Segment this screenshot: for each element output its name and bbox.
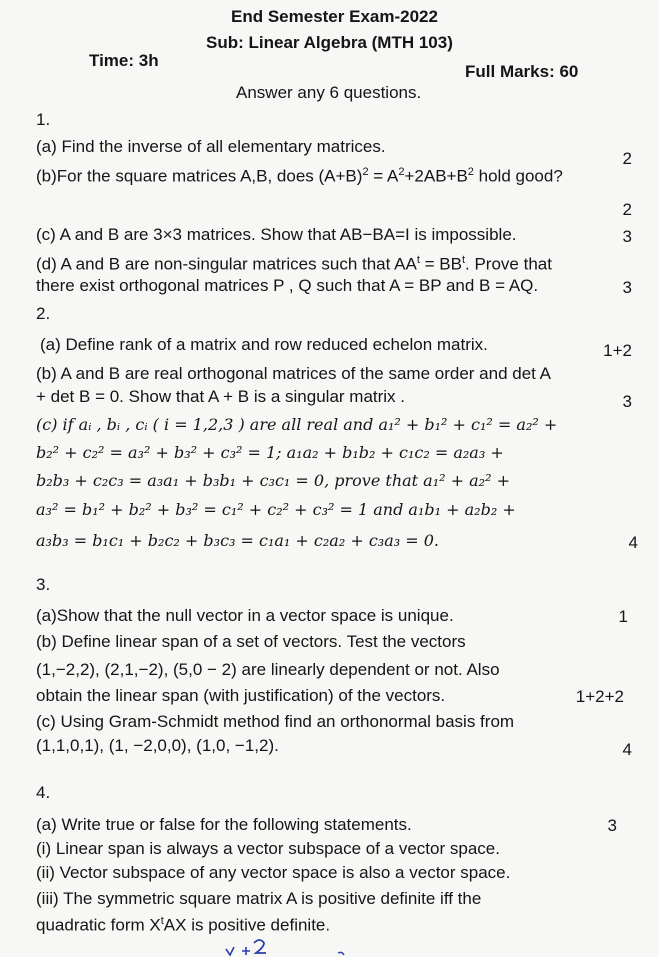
exam-subject: Sub: Linear Algebra (MTH 103) <box>206 33 453 52</box>
q1-a-marks: 2 <box>622 149 632 168</box>
q2-a-marks: 1+2 <box>603 341 632 360</box>
q1-part-c: (c) A and B are 3×3 matrices. Show that AB−BA=I is impossible. <box>36 225 517 244</box>
q1-c-marks: 3 <box>622 227 632 246</box>
q1-part-a: (a) Find the inverse of all elementary matrices. <box>36 137 386 156</box>
q2-part-b-line2: + det B = 0. Show that A + B is a singular matrix . <box>36 387 406 406</box>
q2-part-c-line4: a₃² = b₁² + b₂² + b₃² = c₁² + c₂² + c₃² = 1 and a₁b₁ + a₂b₂ + <box>36 500 516 519</box>
q4-statement-i: (i) Linear span is always a vector subspace of a vector space. <box>36 839 500 858</box>
q4-part-a: (a) Write true or false for the following statements. <box>36 815 412 834</box>
q2-part-c-line2: b₂² + c₂² = a₃² + b₃² + c₃² = 1; a₁a₂ + b₁b₂ + c₁c₂ = a₂a₃ + <box>36 443 504 462</box>
q3-part-c-line2: (1,1,0,1), (1, −2,0,0), (1,0, −1,2). <box>36 736 279 755</box>
exam-title: End Semester Exam-2022 <box>231 7 438 26</box>
q2-part-c-line3: b₂b₃ + c₂c₃ = a₃a₁ + b₃b₁ + c₃c₁ = 0, prove that a₁² + a₂² + <box>36 471 510 490</box>
full-marks: Full Marks: 60 <box>465 62 579 81</box>
q1-part-d-line2: there exist orthogonal matrices P , Q such that A = BP and B = AQ. <box>36 276 539 295</box>
q3-c-marks: 4 <box>622 740 632 759</box>
exam-time: Time: 3h <box>89 51 159 70</box>
q1-b-marks: 2 <box>622 200 632 219</box>
question-3-number: 3. <box>36 575 51 594</box>
q4-statement-iii-line2: quadratic form $X^tAX$ is positive definite. <box>36 915 331 935</box>
q3-part-b-line3: obtain the linear span (with justification) of the vectors. <box>36 686 446 705</box>
q3-a-marks: 1 <box>618 607 628 626</box>
question-2-number: 2. <box>36 304 51 323</box>
q2-part-c-line5: a₃b₃ = b₁c₁ + b₂c₂ + b₃c₃ = c₁a₁ + c₂a₂ + c₃a₃ = 0. <box>36 531 439 550</box>
q1-d-marks: 3 <box>622 278 632 297</box>
q3-part-b-line1: (b) Define linear span of a set of vectors. Test the vectors <box>36 632 466 651</box>
q2-part-a: (a) Define rank of a matrix and row reduced echelon matrix. <box>40 335 488 354</box>
q3-part-a: (a)Show that the null vector in a vector space is unique. <box>36 606 454 625</box>
q2-b-marks: 3 <box>622 392 632 411</box>
q4-a-marks: 3 <box>607 816 617 835</box>
q2-c-marks: 4 <box>628 533 638 552</box>
instruction: Answer any 6 questions. <box>236 83 422 102</box>
question-4-number: 4. <box>36 783 51 802</box>
q1-part-b: (b)For the square matrices A,B, does $(A+B)^2 = A^2+2AB+B^2$ hold good? <box>36 166 563 186</box>
question-1-number: 1. <box>36 110 51 129</box>
q4-statement-iii-line1: (iii) The symmetric square matrix A is positive definite iff the <box>36 889 482 908</box>
q2-part-c-line1: (c) if aᵢ , bᵢ , cᵢ ( i = 1,2,3 ) are all real and a₁² + b₁² + c₁² = a₂² + <box>36 415 558 434</box>
q3-b-marks: 1+2+2 <box>575 687 624 706</box>
q4-statement-ii: (ii) Vector subspace of any vector space is also a vector space. <box>36 863 511 882</box>
q3-part-c-line1: (c) Using Gram-Schmidt method find an orthonormal basis from <box>36 712 515 731</box>
q3-part-b-line2: (1,−2,2), (2,1,−2), (5,0 − 2) are linearly dependent or not. Also <box>36 660 500 679</box>
q1-part-d-line1: (d) A and B are non-singular matrices such that $AA^t = BB^t$. Prove that <box>36 254 552 274</box>
handwritten-scribble <box>220 935 360 957</box>
q2-part-b-line1: (b) A and B are real orthogonal matrices of the same order and det A <box>36 364 552 383</box>
